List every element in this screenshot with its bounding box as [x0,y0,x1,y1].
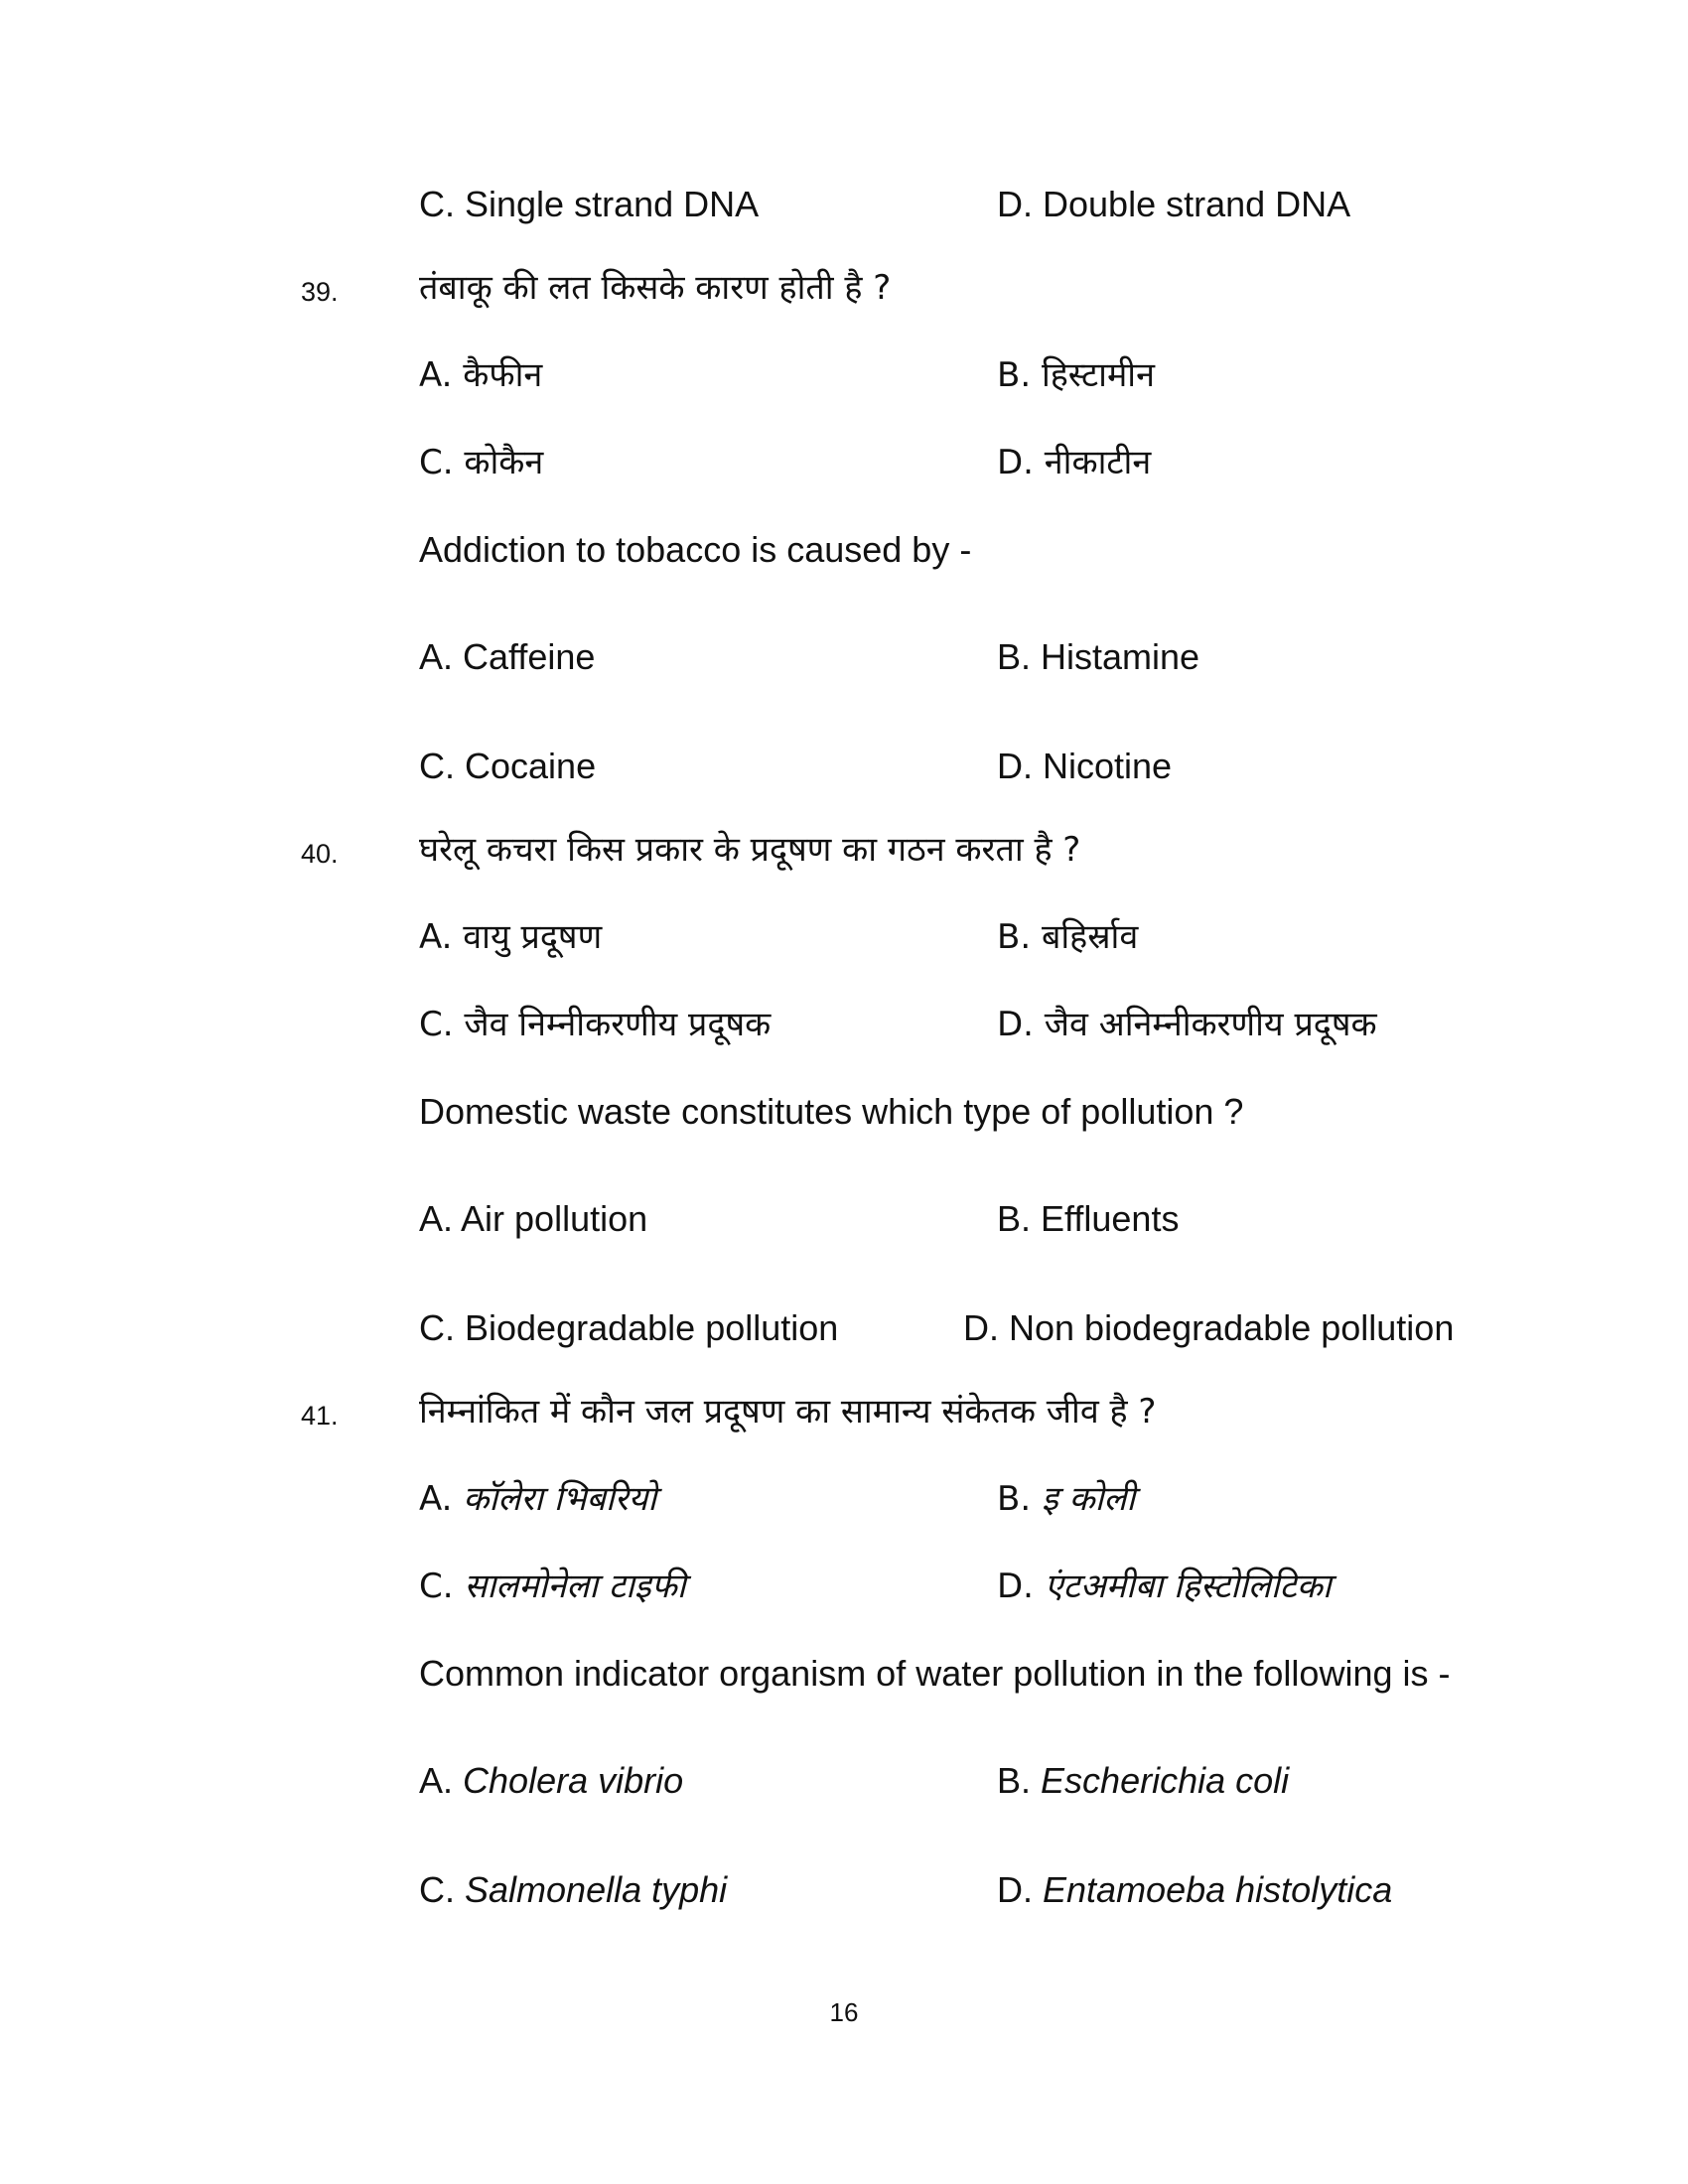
q41-english-option-b-prefix: B. [997,1760,1032,1801]
q40-english-option-b: B. Effluents [997,1198,1180,1239]
q41-english-option-c-prefix: C. [419,1869,455,1910]
q39-hindi-option-a: A. कैफीन [419,355,543,395]
q41-english-option-a-text: Cholera vibrio [463,1760,684,1801]
q40-hindi-question: घरेलू कचरा किस प्रकार के प्रदूषण का गठन करता है ? [419,830,1081,870]
page-number: 16 [829,1997,859,2027]
q41-number: 41. [301,1401,339,1431]
q41-hindi-option-b-text: इ कोली [1041,1479,1136,1519]
q40-hindi-option-c: C. जैव निम्नीकरणीय प्रदूषक [419,1005,772,1044]
q41-english-option-d-text: Entamoeba histolytica [1043,1869,1393,1910]
q39-english-option-d: D. Nicotine [997,746,1173,786]
q41-hindi-option-c-text: सालमोनेला टाइफी [464,1567,686,1606]
q40-number: 40. [301,839,339,869]
q41-hindi-option-c [419,1565,686,1608]
q41-hindi-option-d [997,1565,1332,1608]
q41-hindi-question: निम्नांकित में कौन जल प्रदूषण का सामान्य संकेतक जीव है ? [419,1392,1157,1432]
q41-hindi-option-b [997,1477,1135,1521]
q38-option-d: D. Double strand DNA [997,184,1351,224]
q41-english-option-c [419,1868,727,1912]
q39-english-question: Addiction to tobacco is caused by - [419,529,972,570]
q41-english-option-a-prefix: A. [419,1760,454,1801]
q39-english-option-a: A. Caffeine [419,636,596,677]
q38-option-c: C. Single strand DNA [419,184,760,224]
q40-english-question: Domestic waste constitutes which type of pollution ? [419,1091,1244,1132]
q41-english-question: Common indicator organism of water pollution in the following is - [419,1653,1451,1694]
q41-english-option-b [997,1759,1289,1803]
q39-hindi-option-d: D. नीकाटीन [997,443,1152,482]
q40-english-option-a: A. Air pollution [419,1198,648,1239]
q41-hindi-option-c-prefix: C. [419,1567,454,1606]
q41-english-option-b-text: Escherichia coli [1041,1760,1290,1801]
q40-english-option-c: C. Biodegradable pollution [419,1307,839,1348]
q41-hindi-option-a-text: कॉलेरा भिबरियो [463,1479,657,1519]
q40-english-option-d: D. Non biodegradable pollution [963,1307,1455,1348]
q39-number: 39. [301,277,339,307]
q41-hindi-option-d-prefix: D. [997,1567,1034,1606]
q39-english-option-b: B. Histamine [997,636,1200,677]
q40-hindi-option-a: A. वायु प्रदूषण [419,917,603,957]
q40-hindi-option-b: B. बहिर्स्राव [997,917,1139,957]
q41-hindi-option-a [419,1477,656,1521]
q41-english-option-d [997,1868,1392,1912]
q41-hindi-option-d-text: एंटअमीबा हिस्टोलिटिका [1044,1567,1332,1606]
q39-hindi-question: तंबाकू की लत किसके कारण होती है ? [419,268,892,308]
q41-hindi-option-a-prefix: A. [419,1479,453,1519]
q40-hindi-option-d: D. जैव अनिम्नीकरणीय प्रदूषक [997,1005,1377,1044]
q41-english-option-c-text: Salmonella typhi [465,1869,728,1910]
q39-hindi-option-b: B. हिस्टामीन [997,355,1155,395]
q41-english-option-d-prefix: D. [997,1869,1033,1910]
q39-hindi-option-c: C. कोकैन [419,443,544,482]
q39-english-option-c: C. Cocaine [419,746,597,786]
q41-english-option-a [419,1759,683,1803]
q41-hindi-option-b-prefix: B. [997,1479,1032,1519]
